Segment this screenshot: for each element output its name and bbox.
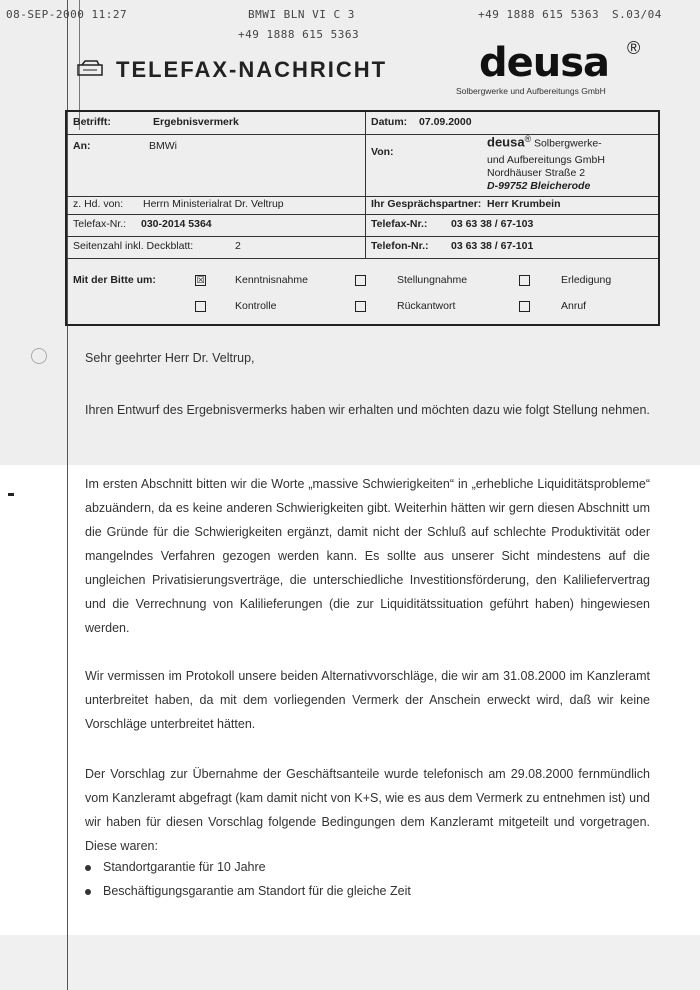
anruf-checkbox[interactable] — [519, 301, 530, 312]
datum-label: Datum: — [371, 116, 408, 128]
von-address — [487, 134, 602, 150]
stellungnahme-checkbox[interactable] — [355, 275, 366, 286]
bullet-item — [85, 884, 411, 898]
fax-page-number: S.03/04 — [612, 8, 662, 21]
telefax-label-left: Telefax-Nr.: — [73, 218, 127, 230]
kenntnisnahme-label: Kenntnisnahme — [235, 274, 308, 286]
telefon-value: 03 63 38 / 67-101 — [451, 240, 534, 252]
von-line1: Solbergwerke- — [533, 137, 602, 150]
logo-registered-mark: ® — [627, 38, 641, 58]
logo-subtitle: Solbergwerke und Aufbereitungs GmbH — [456, 86, 606, 96]
deusa-logo: deusa — [479, 40, 610, 86]
form-column-divider-2 — [365, 236, 366, 258]
rueckantwort-label: Rückantwort — [397, 300, 456, 312]
letter-paragraph-3: Wir vermissen im Protokoll unsere beiden Alternativvorschläge, die wir am 31.08.2000 im Kanzleramt unterbreitet haben, da mit dem vorliegenden Vermerk der Anschein erweckt wird, daß wir keine Vorschläge unterbreitet hätten. — [85, 669, 650, 731]
kontrolle-checkbox[interactable] — [195, 301, 206, 312]
erledigung-label: Erledigung — [561, 274, 612, 286]
fax-machine-icon — [77, 60, 103, 76]
stellungnahme-label: Stellungnahme — [397, 274, 468, 286]
fax-phone-top: +49 1888 615 5363 — [478, 8, 600, 21]
von-line2: und Aufbereitungs GmbH — [487, 154, 605, 166]
anruf-label: Anruf — [561, 300, 587, 312]
betrifft-value: Ergebnisvermerk — [153, 116, 239, 128]
telefax-value-right: 03 63 38 / 67-103 — [451, 218, 534, 230]
seiten-label: Seitenzahl inkl. Deckblatt: — [73, 240, 194, 252]
telefax-label-right: Telefax-Nr.: — [371, 218, 428, 230]
bitte-label: Mit der Bitte um: — [73, 274, 156, 286]
fax-station-id: BMWI BLN VI C 3 — [248, 8, 355, 21]
seiten-value: 2 — [235, 240, 241, 252]
letter-paragraph-1: Ihren Entwurf des Ergebnisvermerks haben wir erhalten und möchten dazu wie folgt Stellung nehmen. — [85, 403, 650, 417]
von-company-reg: ® — [524, 134, 532, 144]
letter-paragraph-4: Der Vorschlag zur Übernahme der Geschäftsanteile wurde telefonisch am 29.08.2000 fernmündlich vom Kanzleramt abgefragt (kam damit nicht von K+S, wie es aus dem Vermerk zu entnehmen ist) und wir haben für diesen Vorschlag folgende Bedingungen dem Kanzleramt mitgeteilt und vorgetragen. Diese waren: — [85, 767, 650, 853]
bullet-item — [85, 860, 266, 874]
fax-header-form — [65, 110, 660, 326]
von-line4: D-99752 Bleicherode — [487, 180, 591, 192]
scan-shade-bottom — [0, 935, 700, 990]
an-value: BMWi — [149, 140, 177, 152]
von-company: deusa — [487, 134, 525, 150]
bullet-text: Standortgarantie für 10 Jahre — [103, 860, 266, 874]
bullet-text: Beschäftigungsgarantie am Standort für die gleiche Zeit — [103, 884, 411, 898]
von-line3: Nordhäuser Straße 2 — [487, 167, 586, 179]
fax-station-phone: +49 1888 615 5363 — [238, 28, 360, 41]
letter-salutation: Sehr geehrter Herr Dr. Veltrup, — [85, 351, 255, 365]
partner-label: Ihr Gesprächspartner: — [371, 198, 482, 210]
telefon-label: Telefon-Nr.: — [371, 240, 429, 252]
datum-value: 07.09.2000 — [419, 116, 472, 128]
rueckantwort-checkbox[interactable] — [355, 301, 366, 312]
partner-value: Herr Krumbein — [487, 198, 561, 210]
zhd-value: Herrn Ministerialrat Dr. Veltrup — [143, 198, 284, 210]
punch-hole-mark — [31, 348, 47, 364]
an-label: An: — [73, 140, 91, 152]
letter-paragraph-2: Im ersten Abschnitt bitten wir die Worte „massive Schwierigkeiten“ in „erhebliche Liquiditätsprobleme“ abzuändern, da es keine anderen Schwierigkeiten gibt. Weiterhin hätten wir gern diesen Abschnitt um die Gründe für die Schwierigkeiten ergänzt, damit nicht der Schluß auf schlechte Produktivität oder mangelndes Verfahren gezogen werden kann. Es sollte aus unserer Sicht mindestens auf die ungleichen Privatisierungsverträge, die unterschiedliche Investitionsförderung, den Kaliliefervertrag und die Verrechnung von Kalilieferungen (die zur Liquiditätssituation geführt haben) hingewiesen werden. — [85, 477, 650, 635]
von-label: Von: — [371, 146, 394, 158]
kontrolle-label: Kontrolle — [235, 300, 277, 312]
fax-datetime: 08-SEP-2000 11:27 — [6, 8, 128, 21]
document-title: TELEFAX-NACHRICHT — [116, 57, 388, 82]
zhd-label: z. Hd. von: — [73, 198, 124, 210]
telefax-value-left: 030-2014 5364 — [141, 218, 212, 230]
betrifft-label: Betrifft: — [73, 116, 111, 128]
erledigung-checkbox[interactable] — [519, 275, 530, 286]
kenntnisnahme-checkbox[interactable]: ☒ — [196, 275, 205, 285]
fold-mark — [8, 493, 14, 496]
